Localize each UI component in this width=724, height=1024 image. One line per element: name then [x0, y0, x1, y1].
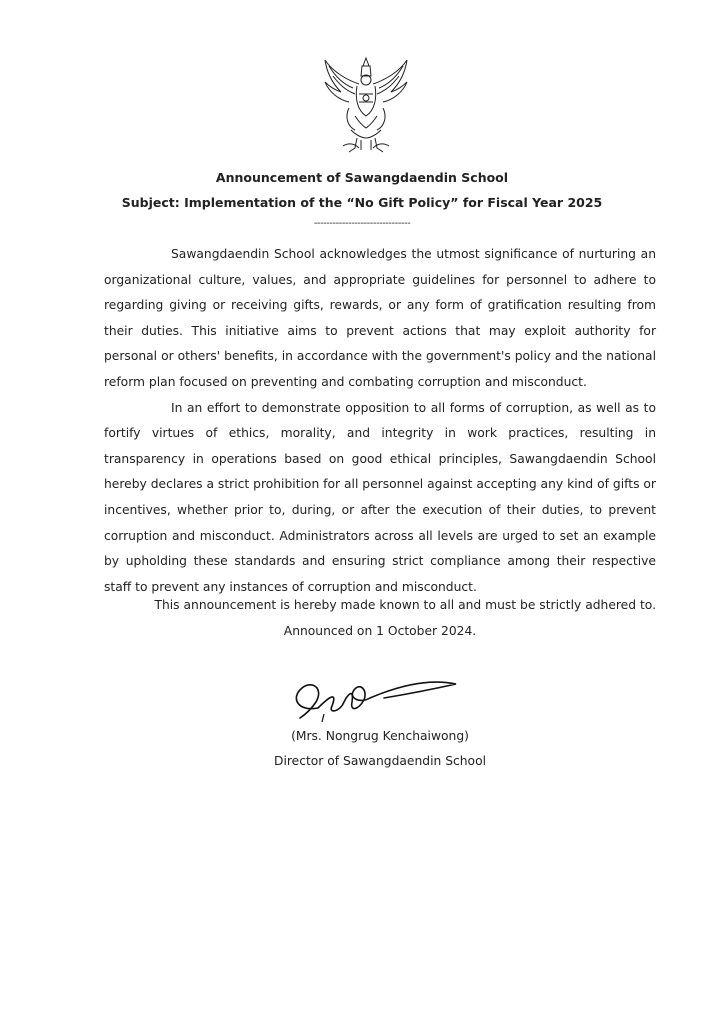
announcement-subject: Subject: Implementation of the “No Gift Policy” for Fiscal Year 2025: [121, 195, 603, 210]
signer-name: (Mrs. Nongrug Kenchaiwong): [291, 729, 469, 743]
announcement-date: Announced on 1 October 2024.: [283, 624, 477, 638]
signature-icon: [288, 668, 464, 724]
garuda-emblem-icon: [319, 56, 413, 156]
body-paragraph-2: In an effort to demonstrate opposition to all forms of corruption, as well as to fortify virtues of ethics, morality, and integrity in work practices, resulting in transparency in operations based on good ethical principles, Sawangdaendin School hereby declares a strict prohibition for all personnel against accepting any kind of gifts or incentives, whether prior to, during, or after the execution of their duties, to prevent corruption and misconduct. Administrators across all levels are urged to set an example by upholding these standards and ensuring strict compliance among their respective staff to prevent any instances of corruption and misconduct.: [104, 400, 656, 594]
announcement-title: Announcement of Sawangdaendin School: [215, 170, 509, 185]
signer-position: Director of Sawangdaendin School: [273, 754, 487, 768]
announcement-body: [104, 242, 656, 600]
divider-line: -------------------------------: [313, 218, 411, 229]
body-paragraph-1: Sawangdaendin School acknowledges the utmost significance of nurturing an organizational culture, values, and appropriate guidelines for personnel to adhere to regarding giving or receiving gifts, rewards, or any form of gratification resulting from their duties. This initiative aims to prevent actions that may exploit authority for personal or others' benefits, in accordance with the government's policy and the national reform plan focused on preventing and combating corruption and misconduct.: [104, 247, 656, 389]
closing-statement: This announcement is hereby made known to all and must be strictly adhered to.: [154, 598, 656, 612]
